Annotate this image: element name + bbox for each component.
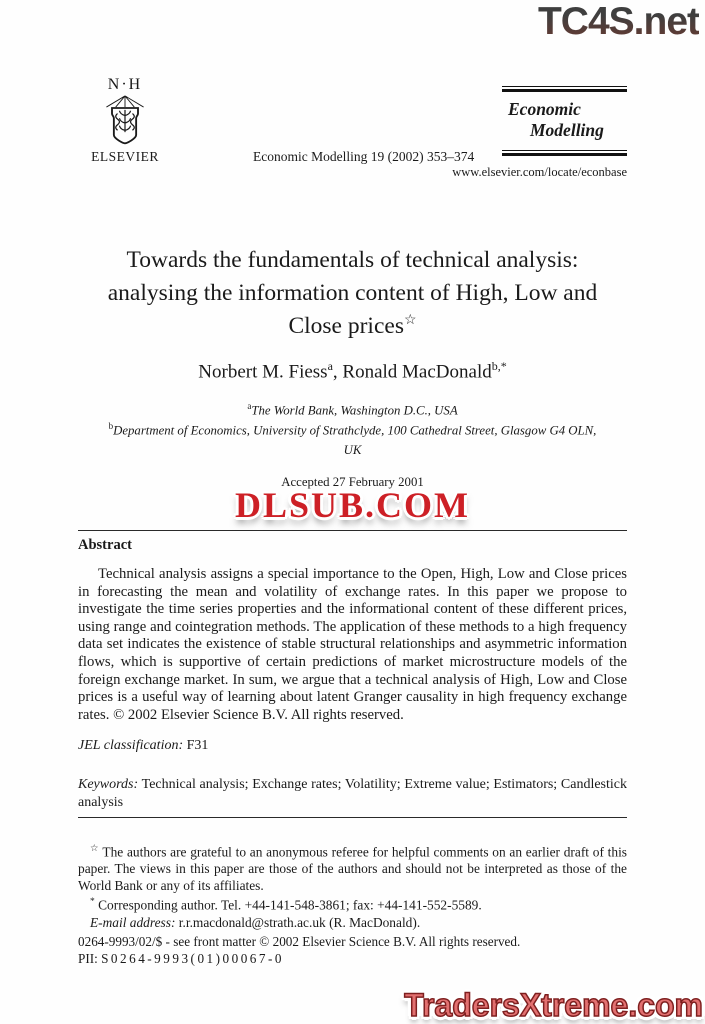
author-separator: , [332, 361, 343, 383]
watermark-tc4s: TC4S.net [537, 0, 699, 43]
affiliation-a [78, 400, 627, 420]
author-line [0, 359, 705, 383]
footnote-thanks [78, 841, 627, 894]
footnote-rule [78, 817, 627, 818]
article-title-text: Towards the fundamentals of technical analysis: analysing the information content of High, Low and Close prices [107, 247, 598, 339]
pii-line [78, 951, 284, 967]
footnote-thanks-text: The authors are grateful to an anonymous referee for helpful comments on an earlier draft of this paper. The views in this paper are those of the authors and should not be interpreted as those of the World Bank or any of its affiliates. [78, 844, 627, 894]
journal-masthead [502, 86, 627, 156]
keywords-label: Keywords: [78, 777, 139, 792]
affiliation-b-line2: UK [343, 442, 362, 457]
author-2-name: Ronald MacDonald [342, 361, 492, 383]
watermark-dlsub: DLSUB.COM [234, 485, 471, 525]
jel-classification [78, 738, 208, 754]
watermark-tradersxtreme: TradersXtreme.com [404, 987, 703, 1023]
email-value: r.r.macdonald@strath.ac.uk (R. MacDonald). [178, 914, 421, 930]
abstract-top-rule [78, 530, 627, 531]
pii-value: S0264-9993(01)00067-0 [101, 951, 284, 966]
author-1-affil-mark: a [327, 359, 333, 373]
footnote-asterisk-mark: * [90, 897, 95, 908]
journal-name-line1: Economic [508, 99, 581, 119]
abstract-text: Technical analysis assigns a special importance to the Open, High, Low and Close prices in forecasting the mean and volatility of exchange rates. In this paper we propose to investigate the time series properties and the informational content of these different prices, using range and cointegration methods. The application of these methods to a high frequency data set indicates the existence of stable structural relationships and asymmetric information flows, which is supportive of certain predictions of market microstructure models of the foreign exchange market. In sum, we argue that a technical analysis of High, Low and Close prices is a useful way of learning about latent Granger causality in high frequency exchange rates. © 2002 Elsevier Science B.V. All rights reserved. [78, 566, 627, 723]
elsevier-logo [84, 76, 166, 165]
author-2-affil-mark: b,* [491, 359, 507, 373]
footnote-email [78, 914, 627, 931]
masthead-rule-bottom [502, 150, 627, 156]
footnote-star-mark: ☆ [90, 844, 99, 854]
copyright-line: 0264-9993/02/$ - see front matter © 2002 Elsevier Science B.V. All rights reserved. [78, 934, 521, 949]
accepted-date: Accepted 27 February 2001 [281, 475, 424, 489]
north-holland-monogram: N·H [107, 76, 143, 93]
keywords-line [78, 776, 627, 811]
jel-value: F31 [186, 738, 209, 753]
journal-website-url: www.elsevier.com/locate/econbase [452, 165, 627, 179]
email-label: E-mail address: [90, 914, 176, 930]
affiliation-b [78, 420, 627, 440]
journal-citation: Economic Modelling 19 (2002) 353–374 [253, 149, 475, 164]
affiliations [78, 400, 627, 460]
abstract-heading: Abstract [78, 537, 132, 553]
keywords-value: Technical analysis; Exchange rates; Volatility; Extreme value; Estimators; Candlestick analysis [78, 777, 627, 810]
pii-label: PII: [78, 951, 98, 966]
affiliation-a-mark: a [247, 401, 252, 411]
elsevier-tree-icon [96, 95, 154, 147]
article-title [104, 244, 601, 343]
footnote-corresponding-text: Corresponding author. Tel. +44-141-548-3861; fax: +44-141-552-5589. [98, 897, 482, 913]
footnote-corresponding [78, 894, 627, 913]
affiliation-b-mark: b [108, 421, 114, 432]
journal-name-line2: Modelling [530, 120, 604, 140]
footnotes [78, 841, 627, 931]
author-1-name: Norbert M. Fiess [198, 361, 328, 383]
affiliation-a-text: The World Bank, Washington D.C., USA [251, 403, 458, 418]
affiliation-b-text: Department of Economics, University of Strathclyde, 100 Cathedral Street, Glasgow G4 OLN, [113, 423, 597, 438]
jel-label: JEL classification: [78, 738, 184, 753]
title-footnote-star: ☆ [403, 312, 417, 328]
publisher-name: ELSEVIER [91, 149, 159, 164]
